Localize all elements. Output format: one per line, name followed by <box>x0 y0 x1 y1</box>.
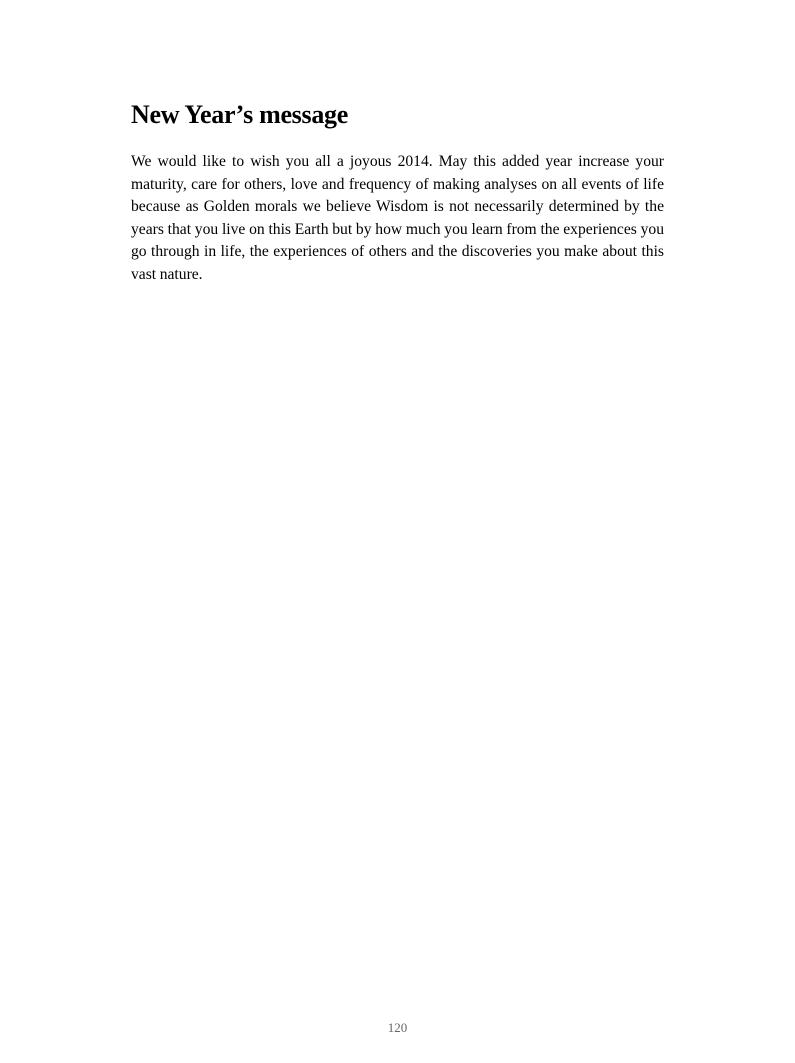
page-heading: New Year’s message <box>131 100 348 129</box>
body-paragraph: We would like to wish you all a joyous 2014. May this added year increase your maturity, care for others, love and frequency of making analyses on all events of life because as Golden morals we believe Wisdom is not necessarily determined by the years that you live on this Earth but by how much you learn from the experiences you go through in life, the experiences of others and the discoveries you make about this vast nature. <box>131 153 664 283</box>
page-number: 120 <box>387 1020 408 1035</box>
